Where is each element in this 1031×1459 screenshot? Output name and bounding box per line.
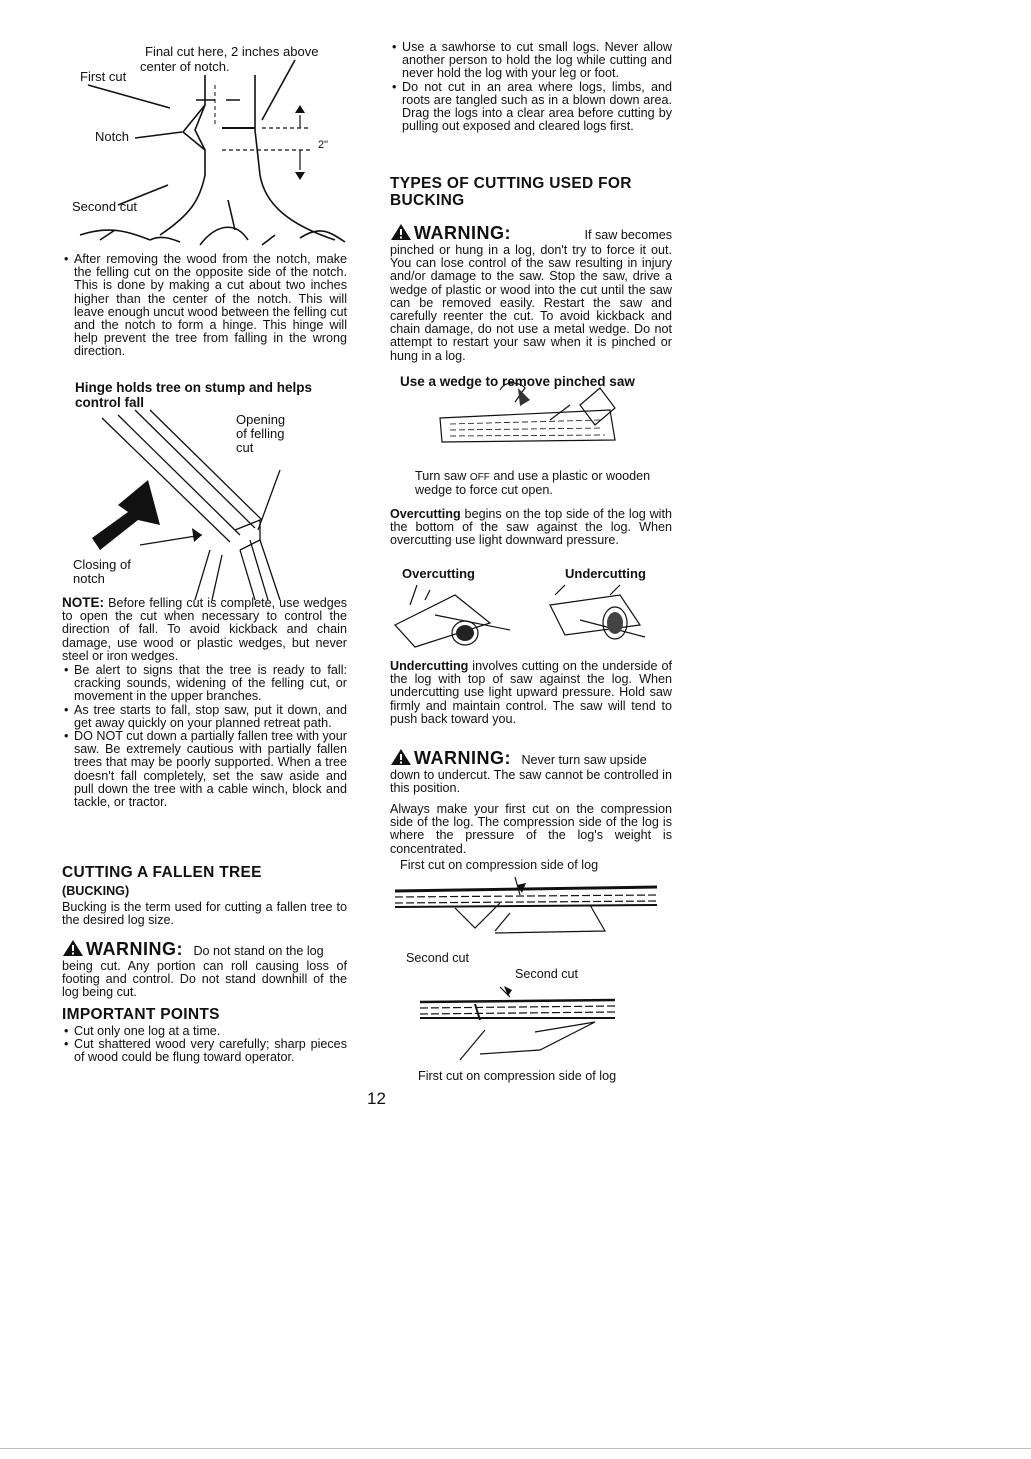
warning-block-3 xyxy=(390,748,672,795)
second-cut-label: Second cut xyxy=(72,199,138,214)
wedge-illustration xyxy=(430,380,630,460)
closing-label: Closing of notch xyxy=(73,557,131,586)
right-bullets xyxy=(390,41,672,133)
overcutting-term: Overcutting xyxy=(390,507,461,521)
warning-text: pinched or hung in a log, don't try to force it out. You can lose control of the saw resulting in injury and/or damage to the saw. Stop the saw, drive a wedge of plastic or wood into the cut until the saw can be removed easily. Restart the saw and carefully reenter the cut. To avoid kickback and chain damage, do not use a metal wedge. Do not attempt to restart your saw when it is pinched or hung in a log. xyxy=(390,243,672,363)
important-bullet: • Cut shattered wood very carefully; sharp pieces of wood could be flung toward operator. xyxy=(62,1038,347,1064)
bucking-text: Bucking is the term used for cutting a fallen tree to the desired log size. xyxy=(62,900,347,928)
first-cut-label: First cut xyxy=(80,69,127,84)
right-bullet: • Use a sawhorse to cut small logs. Never allow another person to hold the log while cutting and never hold the log with your leg or foot. xyxy=(390,41,672,81)
fig-overcutting-label: Overcutting xyxy=(402,566,475,581)
important-heading: IMPORTANT POINTS xyxy=(62,1006,220,1023)
overcutting-paragraph xyxy=(390,508,672,548)
page-bottom-rule xyxy=(0,1448,1031,1449)
log1-bottom-label: Second cut xyxy=(406,951,470,965)
hinge-diagram-illustration xyxy=(0,410,380,610)
warning-lead: If saw becomes xyxy=(584,228,672,242)
page-number: 12 xyxy=(367,1089,386,1108)
warning-lead: Never turn saw upside xyxy=(521,753,647,767)
note-paragraph xyxy=(62,596,347,663)
dimension-label: 2" xyxy=(318,139,329,151)
notch-diagram-illustration xyxy=(0,0,380,250)
note-text: Before felling cut is complete, use wedges to open the cut when necessary to control the direction of fall. To avoid kickback and chain damage, use wood or plastic wedges, but never steel or iron wedges. xyxy=(62,596,348,663)
cutting-heading: CUTTING A FALLEN TREE xyxy=(62,864,262,881)
wedge-caption: Use a wedge to remove pinched saw xyxy=(400,374,635,389)
wedge-instruction xyxy=(415,470,665,497)
notch-paragraph-list xyxy=(62,253,347,359)
undercutting-term: Undercutting xyxy=(390,659,469,673)
note-bullet: • As tree starts to fall, stop saw, put it down, and get away quickly on your planned retreat path. xyxy=(62,704,347,730)
important-bullet: • Cut only one log at a time. xyxy=(62,1025,347,1038)
undercutting-text: involves cutting on the underside of the log with top of saw against the log. When undercutting use light upward pressure. Hold saw firmly and maintain control. The saw will tend to push back toward you. xyxy=(390,659,672,726)
wedge-instruction-off: OFF xyxy=(469,472,490,483)
undercutting-paragraph xyxy=(390,660,672,726)
notch-paragraph: • After removing the wood from the notch, make the felling cut on the opposite side of the notch. This is done by making a cut about two inches higher than the center of the notch. This will leave enough uncut wood between the felling cut and the notch to form a hinge. This hinge will help prevent the tree from falling in the wrong direction. xyxy=(62,253,347,359)
log2-bottom-label: First cut on compression side of log xyxy=(418,1069,617,1083)
warning-text: being cut. Any portion can roll causing loss of footing and control. Do not stand downhill of the log being cut. xyxy=(62,959,347,1000)
warning-icon xyxy=(390,223,412,241)
hinge-caption: Hinge holds tree on stump and helps control fall xyxy=(75,380,313,410)
types-heading-line-1: TYPES OF CUTTING USED FOR xyxy=(390,175,632,192)
log1-top-label: First cut on compression side of log xyxy=(400,858,599,872)
types-heading-line-2: BUCKING xyxy=(390,192,465,209)
note-label: NOTE: xyxy=(62,595,104,610)
warning-lead: Do not stand on the log xyxy=(193,944,324,958)
warning-block-2 xyxy=(390,223,672,363)
log1-illustration xyxy=(395,873,665,948)
warning-word: WARNING: xyxy=(86,939,183,959)
wedge-instruction-a: Turn saw xyxy=(415,469,470,483)
note-bullet: • DO NOT cut down a partially fallen tree with your saw. Be extremely cautious with partially fallen trees that may be poorly supported. When a tree doesn't fall completely, set the saw aside and pull down the tree with a cable winch, block and tackle, or tractor. xyxy=(62,730,347,809)
important-bullets xyxy=(62,1025,347,1065)
note-bullet: • Be alert to signs that the tree is ready to fall: cracking sounds, widening of the felling cut, or movement in the upper branches. xyxy=(62,664,347,704)
warning-word: WARNING: xyxy=(414,748,511,768)
right-bullet: • Do not cut in an area where logs, limbs, and roots are tangled such as in a blown down area. Drag the logs into a clear area before cutting by pulling out exposed and cleared logs first. xyxy=(390,81,672,134)
warning-block-1 xyxy=(62,939,347,1000)
overcut-undercut-illustration xyxy=(395,585,665,655)
opening-label: Opening of felling cut xyxy=(236,412,286,455)
notch-label: Notch xyxy=(95,129,129,144)
warning-word: WARNING: xyxy=(414,223,511,243)
log2-illustration xyxy=(420,982,640,1062)
fig-undercutting-label: Undercutting xyxy=(565,566,646,581)
overcutting-text: begins on the top side of the log with the bottom of the saw against the log. When overcutting use light downward pressure. xyxy=(390,507,672,548)
warning-icon xyxy=(62,939,84,957)
wedge-instruction-b: and use a plastic or wooden wedge to force cut open. xyxy=(415,469,651,498)
final-cut-label-2: center of notch. xyxy=(140,59,230,74)
log2-top-label: Second cut xyxy=(515,967,579,981)
note-bullets xyxy=(62,664,347,809)
final-cut-label: Final cut here, 2 inches above xyxy=(145,44,319,59)
warning-icon xyxy=(390,748,412,766)
warning-text: down to undercut. The saw cannot be controlled in this position. xyxy=(390,768,672,796)
compression-paragraph: Always make your first cut on the compression side of the log. The compression side of the log is where the pressure of the log's weight is concentrated. xyxy=(390,802,672,856)
bucking-subheading: (BUCKING) xyxy=(62,884,130,898)
